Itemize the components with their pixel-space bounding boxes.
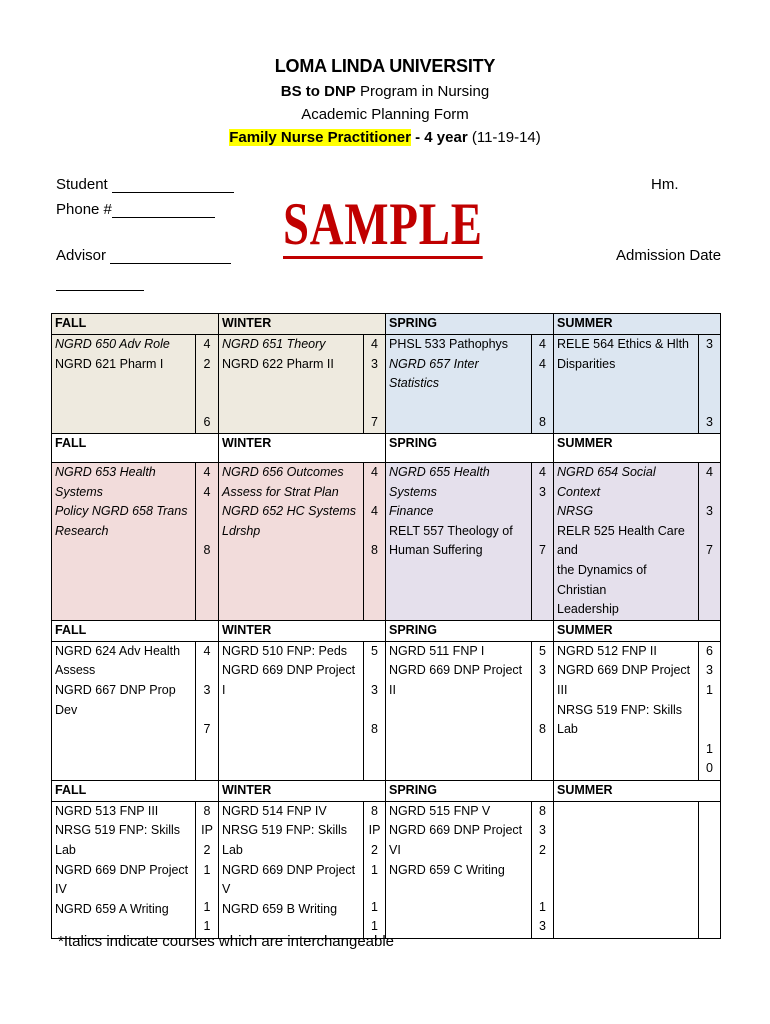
term-total: 6 [203,415,211,430]
term-total-ones: 0 [706,760,713,775]
credit-value: 4 [539,356,546,371]
university-title: LOMA LINDA UNIVERSITY [274,56,496,76]
course-item: NGRD 621 Pharm I [55,356,164,371]
italics-footnote: *Italics indicate courses which are interchangeable [58,933,395,950]
year1-spring-heading: SPRING [386,314,554,335]
year4-spring-credits [532,801,554,938]
year3-summer-heading: SUMMER [554,620,721,641]
credit-value: 3 [539,484,546,499]
credit-value: 3 [706,337,713,351]
hm-label: Hm. [651,176,679,193]
phone-input-line[interactable] [112,203,215,218]
credit-value: 4 [371,504,378,519]
course-item: Policy NGRD 658 Trans [55,504,188,519]
year3-spring-heading: SPRING [386,620,554,641]
course-item: NGRD 669 DNP Project I [222,663,356,697]
credit-value: 3 [706,663,713,678]
course-item: Ldrshp [222,523,261,538]
credit-value: 3 [371,356,378,371]
course-item: Assess for Strat Plan [222,484,339,499]
advisor-field [56,247,231,264]
course-item: NGRD 514 FNP IV [222,803,327,818]
credit-value: 5 [539,643,546,658]
year3-courses-row [52,641,721,780]
year4-winter-credits [364,801,386,938]
course-item: NGRD 652 HC Systems [222,504,357,519]
course-item: PHSL 533 Pathophys [389,337,509,351]
admission-date-label: Admission Date [616,247,722,264]
credit-value: 3 [539,663,546,678]
course-item: NRSG 519 FNP: Skills Lab [557,702,683,737]
year2-spring-credits [532,463,554,621]
credit-value: 4 [371,465,378,479]
term-total: 3 [706,415,713,430]
year4-fall-courses [52,801,196,938]
term-total: 7 [539,543,546,557]
course-item: NRSG 519 FNP: Skills Lab [55,823,181,857]
advisor-second-input-line[interactable] [56,276,144,291]
term-total: 7 [706,543,713,557]
term-total: 8 [203,543,211,557]
credit-value: 2 [203,842,211,857]
credit-value: 4 [203,484,211,499]
year4-winter-heading: WINTER [219,780,386,801]
course-item: NGRD 659 C Writing [389,862,505,877]
term-total: 8 [371,721,378,736]
course-item: NGRD 651 Theory [222,337,326,351]
student-field [56,176,234,193]
form-title: Academic Planning Form [301,106,469,123]
year3-fall-credits [196,641,219,780]
program-degree: BS to DNP [280,83,356,100]
year2-winter-heading: WINTER [219,434,386,463]
credit-value: 3 [706,504,713,519]
year2-summer-credits [699,463,721,621]
advisor-input-line[interactable] [110,249,231,264]
year1-summer-heading: SUMMER [554,314,721,335]
year4-courses-row [52,801,721,938]
credit-value: 8 [203,803,211,818]
credit-value: 4 [706,465,713,479]
year4-summer-courses [554,801,699,938]
course-item: NGRD 650 Adv Role [55,337,170,351]
year3-winter-heading: WINTER [219,620,386,641]
credit-value: 5 [371,643,378,658]
credit-value: 4 [203,465,211,479]
credit-value: 4 [203,337,211,351]
year4-spring-heading: SPRING [386,780,554,801]
credit-value: 4 [203,643,211,658]
year4-header-row [52,780,721,801]
year4-spring-courses [386,801,532,938]
year1-header-row [52,314,721,335]
credit-value: 4 [371,337,378,351]
course-item: NGRD 669 DNP Project VI [389,823,523,857]
year1-winter-heading: WINTER [219,314,386,335]
year3-spring-courses [386,641,532,780]
student-input-line[interactable] [112,178,234,193]
year4-fall-heading: FALL [52,780,219,801]
credit-value: 3 [539,823,546,838]
credit-value: 1 [371,862,378,877]
credit-value: 1 [706,682,713,697]
year1-fall-heading: FALL [52,314,219,335]
year3-spring-credits [532,641,554,780]
credit-spacer [199,661,215,681]
term-total-tens: 1 [539,899,546,914]
credit-value: 4 [539,465,546,479]
year1-summer-courses [554,335,699,434]
year2-courses-row [52,463,721,621]
course-item: RELT 557 Theology of [389,523,513,538]
credit-value: 2 [371,842,378,857]
course-item: RELE 564 Ethics & Hlth [557,337,690,351]
term-total-tens: 1 [371,899,378,914]
year4-summer-credits [699,801,721,938]
term-total: 7 [203,721,211,736]
track-line [0,129,770,146]
year2-fall-courses [52,463,196,621]
credit-value: IP [368,823,381,838]
year2-fall-credits [196,463,219,621]
course-item: NGRD 655 Health Systems [389,465,490,499]
course-item: NGRD 656 Outcomes [222,465,344,479]
year2-header-row [52,434,721,463]
year3-fall-heading: FALL [52,620,219,641]
credit-value: 3 [371,682,378,697]
term-total-tens: 1 [706,741,713,756]
course-item: NGRD 654 Social Context [557,465,656,499]
year2-summer-heading: SUMMER [554,434,721,463]
course-item: NGRD 513 FNP III [55,803,159,818]
course-item: NGRD 669 DNP Project III [557,663,691,697]
year3-fall-courses [52,641,196,780]
course-item: NGRD 669 DNP Project IV [55,862,189,897]
term-total-ones: 3 [539,918,546,933]
year1-spring-credits [532,335,554,434]
course-item: NGRD 669 DNP Project V [222,862,356,897]
credit-value: 8 [539,803,546,818]
course-item: the Dynamics of Christian [557,562,647,597]
year2-winter-courses [219,463,364,621]
course-item: Assess [55,663,96,678]
term-total: 7 [371,415,378,430]
year3-winter-courses [219,641,364,780]
student-label: Student [56,176,108,193]
year2-spring-heading: SPRING [386,434,554,463]
track-years: - 4 year [410,129,468,146]
credit-spacer [367,483,382,503]
term-total: 8 [539,415,546,430]
course-item: Human Suffering [389,543,483,558]
term-total-tens: 1 [203,899,211,914]
term-total-ones: 1 [203,918,211,933]
credit-value: 3 [203,682,211,697]
course-item: NGRD 511 FNP I [389,643,485,658]
credit-spacer [367,661,382,681]
course-item: NGRD 669 DNP Project II [389,663,523,697]
year1-winter-courses [219,335,364,434]
credit-value: 6 [706,643,713,658]
course-item: NGRD 659 A Writing [55,901,169,916]
credit-spacer [702,483,717,503]
year2-fall-heading: FALL [52,434,219,463]
term-total: 8 [539,721,546,736]
term-total-ones: 1 [371,918,378,933]
program-line [0,83,770,100]
year1-summer-credits [699,335,721,434]
year4-winter-courses [219,801,364,938]
year2-winter-credits [364,463,386,621]
term-total: 8 [371,543,378,557]
course-item: NRSG [557,504,594,519]
credit-value: 2 [203,356,211,371]
year3-summer-credits [699,641,721,780]
credit-value: 1 [203,862,211,877]
year1-fall-courses [52,335,196,434]
phone-label: Phone # [56,201,112,218]
year2-spring-courses [386,463,532,621]
credit-value: IP [201,823,213,838]
track-date: (11-19-14) [467,129,541,146]
course-item: NGRD 515 FNP V [389,803,491,818]
year1-spring-courses [386,335,532,434]
year1-winter-credits [364,335,386,434]
course-item: Leadership [557,602,619,617]
course-item: NGRD 653 Health Systems [55,465,156,499]
year3-header-row [52,620,721,641]
course-item: Finance [389,504,434,519]
year4-fall-credits [196,801,219,938]
year4-summer-heading: SUMMER [554,780,721,801]
year1-courses-row [52,335,721,434]
credit-value: 8 [371,803,378,818]
phone-field [56,201,215,218]
year1-fall-credits [196,335,219,434]
course-item: NGRD 657 Inter Statistics [389,356,479,391]
course-item: NGRD 667 DNP Prop Dev [55,682,176,717]
course-item: NGRD 512 FNP II [557,643,657,658]
advisor-label: Advisor [56,247,107,264]
course-item: NGRD 624 Adv Health [55,643,181,658]
course-item: NGRD 622 Pharm II [222,356,334,371]
course-item: NGRD 510 FNP: Peds [222,643,348,658]
credit-value: 4 [539,337,546,351]
academic-plan-table [51,313,721,939]
course-item: RELR 525 Health Care and [557,523,685,558]
course-item: NRSG 519 FNP: Skills Lab [222,823,348,857]
year3-summer-courses [554,641,699,780]
course-item: NGRD 659 B Writing [222,901,338,916]
year2-summer-courses [554,463,699,621]
sample-watermark: SAMPLE [283,191,483,257]
year3-winter-credits [364,641,386,780]
credit-value: 2 [539,842,546,857]
course-item: Research [55,523,109,538]
advisor-extra-line [56,274,144,291]
track-name: Family Nurse Practitioner [229,129,411,146]
course-item: Disparities [557,356,616,371]
program-name: Program in Nursing [355,83,490,100]
